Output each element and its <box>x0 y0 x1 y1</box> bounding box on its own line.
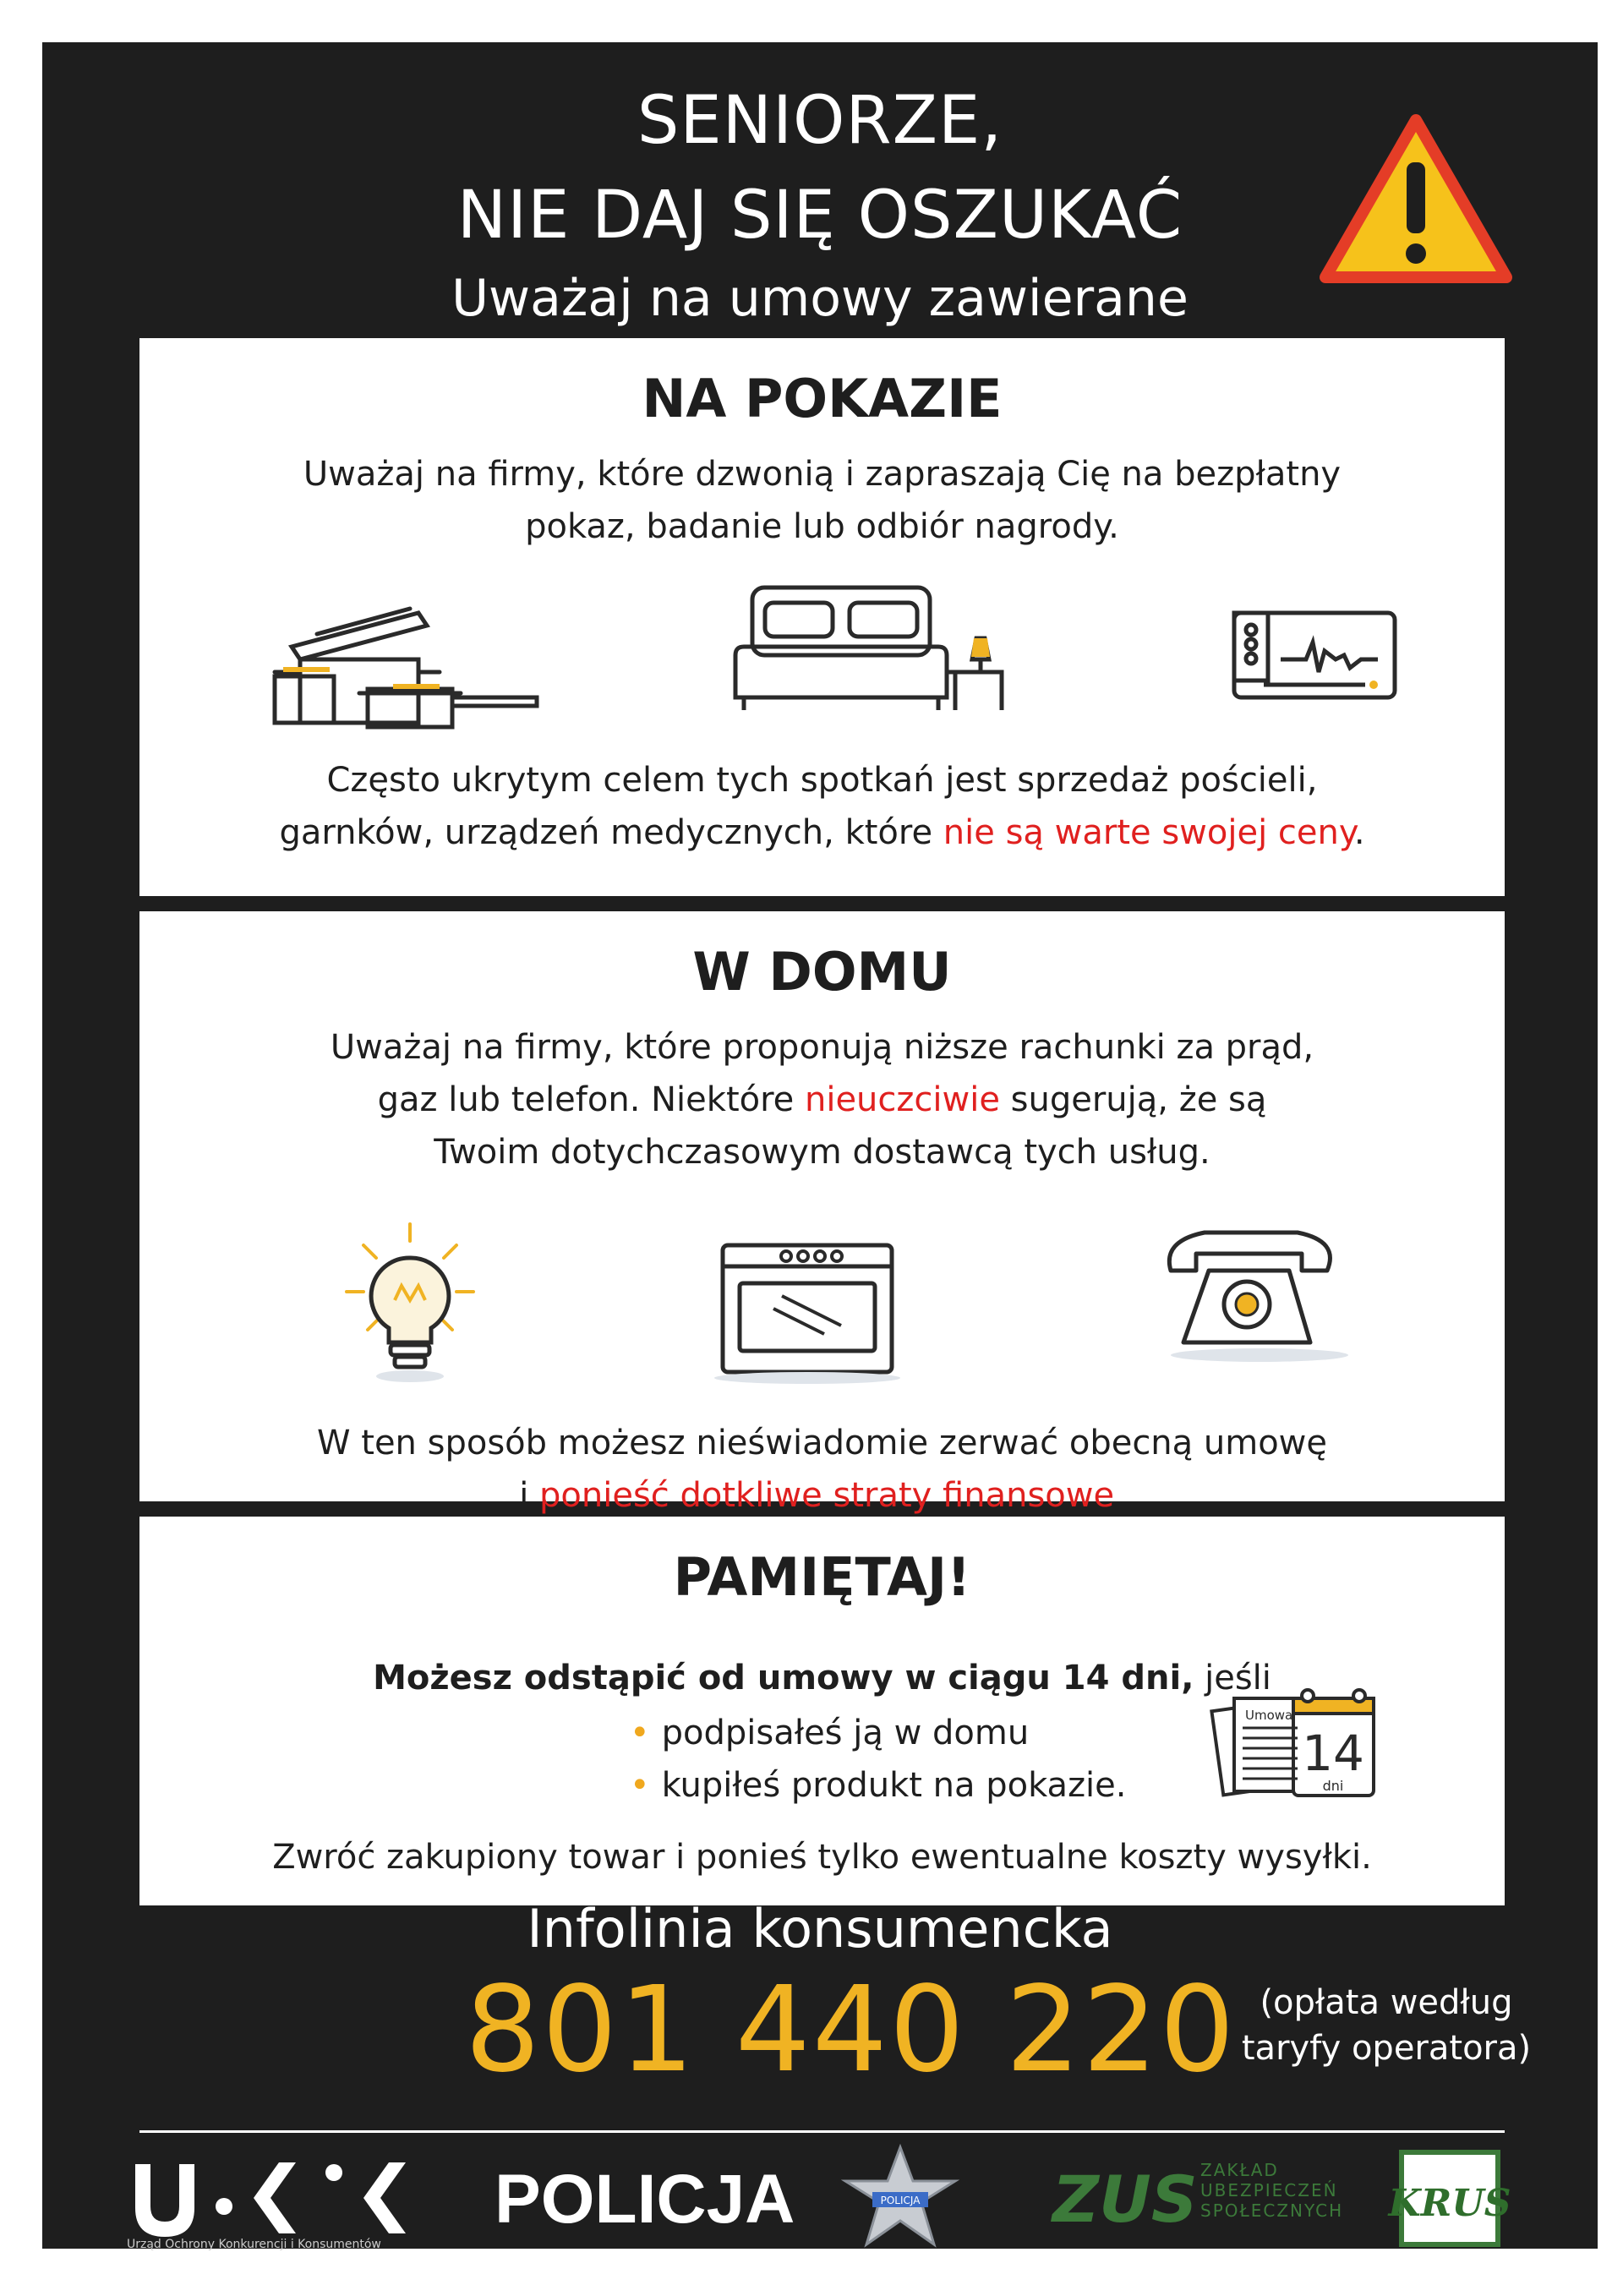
section-w-domu <box>139 911 1505 1501</box>
highlight-red: nie są warte swojej ceny <box>943 813 1354 852</box>
title-line-2: NIE DAJ SIĘ OSZUKAĆ <box>456 178 1183 254</box>
section-title: PAMIĘTAJ! <box>673 1546 971 1608</box>
pots-icon <box>266 592 545 727</box>
krus-logo <box>1388 2150 1511 2247</box>
section-intro-line: pokaz, badanie lub odbiór nagrody. <box>525 507 1119 546</box>
bullet-list <box>630 1707 1127 1812</box>
section-title: W DOMU <box>692 941 952 1003</box>
telephone-icon <box>1154 1216 1348 1376</box>
fee-line: taryfy operatora) <box>1241 2029 1532 2068</box>
krus-wordmark: KRUS <box>1388 2182 1511 2225</box>
section-title: NA POKAZIE <box>642 368 1003 429</box>
zus-full-name <box>1200 2160 1343 2221</box>
star-label: POLICJA <box>880 2195 921 2206</box>
section-outro-line <box>190 806 1454 859</box>
hotline-label: Infolinia konsumencka <box>527 1898 1113 1960</box>
text-part: gaz lub telefon. Niektóre <box>377 1080 805 1119</box>
medical-device-icon <box>1230 592 1399 719</box>
lead-rest: jeśli <box>1194 1659 1271 1697</box>
uokik-logo <box>127 2147 533 2240</box>
highlight-red: ponieść dotkliwe straty finansowe <box>539 1476 1115 1515</box>
closing-line: Zwróć zakupiony towar i ponieś tylko ewentualne koszty wysyłki. <box>272 1838 1372 1877</box>
section-pamietaj <box>139 1517 1505 1905</box>
zus-wordmark: ZUS <box>1052 2162 1198 2237</box>
bullet-text: podpisałeś ją w domu <box>661 1714 1030 1752</box>
zus-name-line: SPOŁECZNYCH <box>1200 2200 1344 2221</box>
fee-line: (opłata według <box>1260 1983 1513 2022</box>
divider <box>139 2130 1505 2133</box>
highlight-red: nieuczciwie <box>804 1080 1000 1119</box>
lead-bold: Możesz odstąpić od umowy w ciągu 14 dni, <box>373 1659 1194 1697</box>
section-outro-line <box>190 1469 1454 1522</box>
section-outro-line: W ten sposób możesz nieświadomie zerwać obecną umowę <box>317 1424 1327 1462</box>
uokik-full-name: Urząd Ochrony Konkurencji i Konsumentów <box>127 2238 381 2251</box>
zus-name-line: ZAKŁAD <box>1200 2160 1279 2180</box>
calendar-number: 14 <box>1302 1725 1364 1782</box>
list-item: • kupiłeś produkt na pokazie. <box>630 1766 1127 1805</box>
text-part: sugerują, że są <box>999 1080 1267 1119</box>
text-part: . <box>1353 813 1365 852</box>
contract-calendar-icon <box>1213 1686 1382 1804</box>
police-star-icon <box>837 2143 964 2253</box>
policja-wordmark: POLICJA <box>495 2161 795 2238</box>
section-outro-line: Często ukrytym celem tych spotkań jest sprzedaż pościeli, <box>326 761 1318 800</box>
hotline-phone[interactable]: 801 440 220 <box>465 1961 1237 2099</box>
header <box>42 42 1598 338</box>
text-part: . <box>1114 1476 1125 1515</box>
warning-triangle-icon <box>1319 110 1513 287</box>
oven-icon <box>714 1241 909 1385</box>
text-part: garnków, urządzeń medycznych, które <box>279 813 943 852</box>
section-intro-line: Uważaj na firmy, które dzwonią i zapraszają Cię na bezpłatny <box>303 455 1342 494</box>
calendar-unit: dni <box>1322 1778 1344 1794</box>
bullet-text: kupiłeś produkt na pokazie. <box>661 1766 1127 1805</box>
list-item: • podpisałeś ją w domu <box>630 1714 1030 1752</box>
section-intro-line <box>190 1074 1454 1126</box>
poster <box>42 42 1598 2249</box>
contract-label: Umowa <box>1245 1708 1293 1723</box>
subtitle: Uważaj na umowy zawierane <box>451 269 1189 328</box>
title-line-1: SENIORZE, <box>637 83 1003 159</box>
fee-note <box>1217 1980 1555 2071</box>
bed-icon <box>731 579 1010 714</box>
light-bulb-icon <box>342 1220 478 1389</box>
zus-logo <box>1048 2156 1198 2237</box>
section-na-pokazie <box>139 338 1505 896</box>
section-intro-line: Uważaj na firmy, które proponują niższe rachunki za prąd, <box>330 1028 1314 1067</box>
zus-name-line: UBEZPIECZEŃ <box>1200 2180 1338 2200</box>
section-intro-line: Twoim dotychczasowym dostawcą tych usług. <box>434 1133 1210 1172</box>
text-part: i <box>519 1476 540 1515</box>
